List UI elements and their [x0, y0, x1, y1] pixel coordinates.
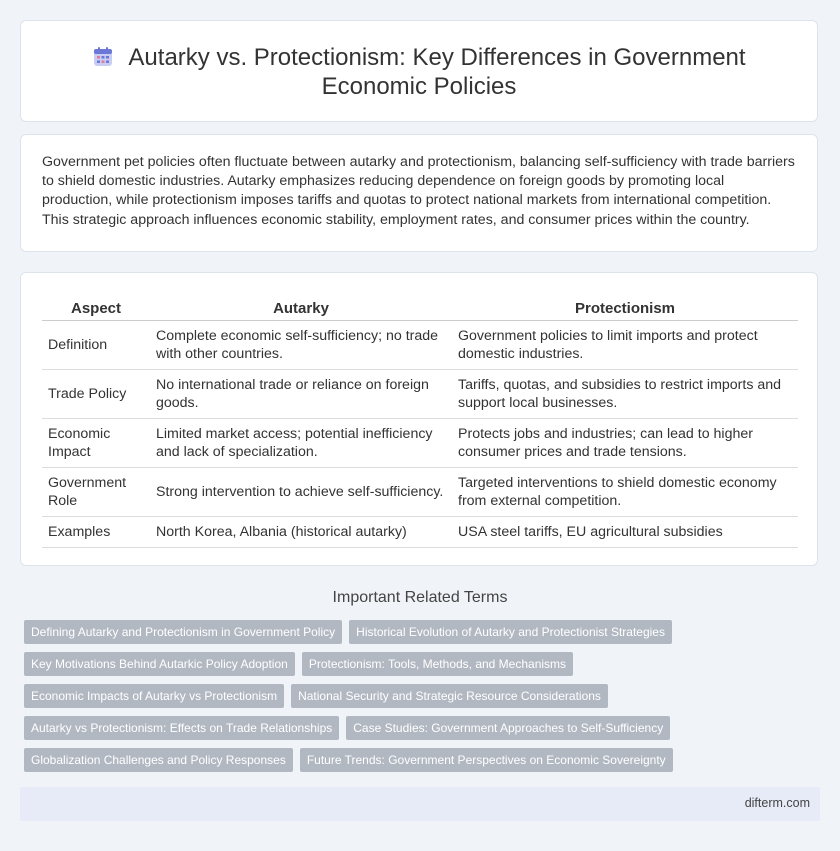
title-line-1: Autarky vs. Protectionism: Key Differences in Government	[128, 44, 746, 71]
header-aspect: Aspect	[42, 295, 150, 321]
cell-protectionism: Targeted interventions to shield domestic economy from external competition.	[452, 468, 798, 517]
related-term-link[interactable]: Autarky vs Protectionism: Effects on Trade Relationships	[24, 716, 339, 740]
table-row	[42, 321, 798, 370]
cell-autarky: No international trade or reliance on foreign goods.	[150, 370, 452, 419]
cell-autarky: Strong intervention to achieve self-sufficiency.	[150, 468, 452, 517]
related-term-link[interactable]: Defining Autarky and Protectionism in Government Policy	[24, 620, 342, 644]
title-line-2: Economic Policies	[321, 73, 517, 100]
table-row	[42, 468, 798, 517]
table-header-row	[42, 295, 798, 321]
footer-site-link[interactable]: difterm.com	[744, 796, 810, 810]
related-terms-title: Important Related Terms	[332, 589, 508, 606]
cell-protectionism: Tariffs, quotas, and subsidies to restrict imports and support local businesses.	[452, 370, 798, 419]
comparison-table	[42, 295, 798, 548]
cell-autarky: Limited market access; potential inefficiency and lack of specialization.	[150, 419, 452, 468]
related-term-link[interactable]: Economic Impacts of Autarky vs Protectionism	[24, 684, 284, 708]
header-autarky: Autarky	[150, 295, 452, 321]
cell-autarky: Complete economic self-sufficiency; no trade with other countries.	[150, 321, 452, 370]
calendar-icon	[92, 46, 114, 68]
cell-protectionism: USA steel tariffs, EU agricultural subsidies	[452, 517, 798, 548]
related-terms-list	[24, 620, 824, 780]
related-term-link[interactable]: Future Trends: Government Perspectives on Economic Sovereignty	[300, 748, 673, 772]
page-title	[21, 43, 817, 101]
related-term-link[interactable]: Protectionism: Tools, Methods, and Mechanisms	[302, 652, 573, 676]
related-term-link[interactable]: Key Motivations Behind Autarkic Policy Adoption	[24, 652, 295, 676]
comparison-card	[20, 272, 818, 566]
related-term-link[interactable]: Globalization Challenges and Policy Responses	[24, 748, 293, 772]
cell-protectionism: Protects jobs and industries; can lead to higher consumer prices and trade tensions.	[452, 419, 798, 468]
cell-protectionism: Government policies to limit imports and protect domestic industries.	[452, 321, 798, 370]
related-term-link[interactable]: Historical Evolution of Autarky and Protectionist Strategies	[349, 620, 672, 644]
table-row	[42, 370, 798, 419]
intro-paragraph: Government pet policies often fluctuate between autarky and protectionism, balancing self-sufficiency with trade barriers to shield domestic industries. Autarky emphasizes reducing dependence on foreign goods by promoting local production, while protectionism imposes tariffs and quotas to protect national markets from international competition. This strategic approach influences economic stability, employment rates, and consumer prices within the country.	[42, 154, 795, 228]
cell-aspect: Trade Policy	[42, 370, 150, 419]
cell-aspect: Definition	[42, 321, 150, 370]
table-row	[42, 419, 798, 468]
header-protectionism: Protectionism	[452, 295, 798, 321]
footer	[20, 787, 820, 821]
cell-autarky: North Korea, Albania (historical autarky)	[150, 517, 452, 548]
intro-card	[20, 134, 818, 252]
cell-aspect: Economic Impact	[42, 419, 150, 468]
related-term-link[interactable]: National Security and Strategic Resource Considerations	[291, 684, 608, 708]
header-card	[20, 20, 818, 122]
cell-aspect: Examples	[42, 517, 150, 548]
table-row	[42, 517, 798, 548]
cell-aspect: Government Role	[42, 468, 150, 517]
related-term-link[interactable]: Case Studies: Government Approaches to Self-Sufficiency	[346, 716, 670, 740]
